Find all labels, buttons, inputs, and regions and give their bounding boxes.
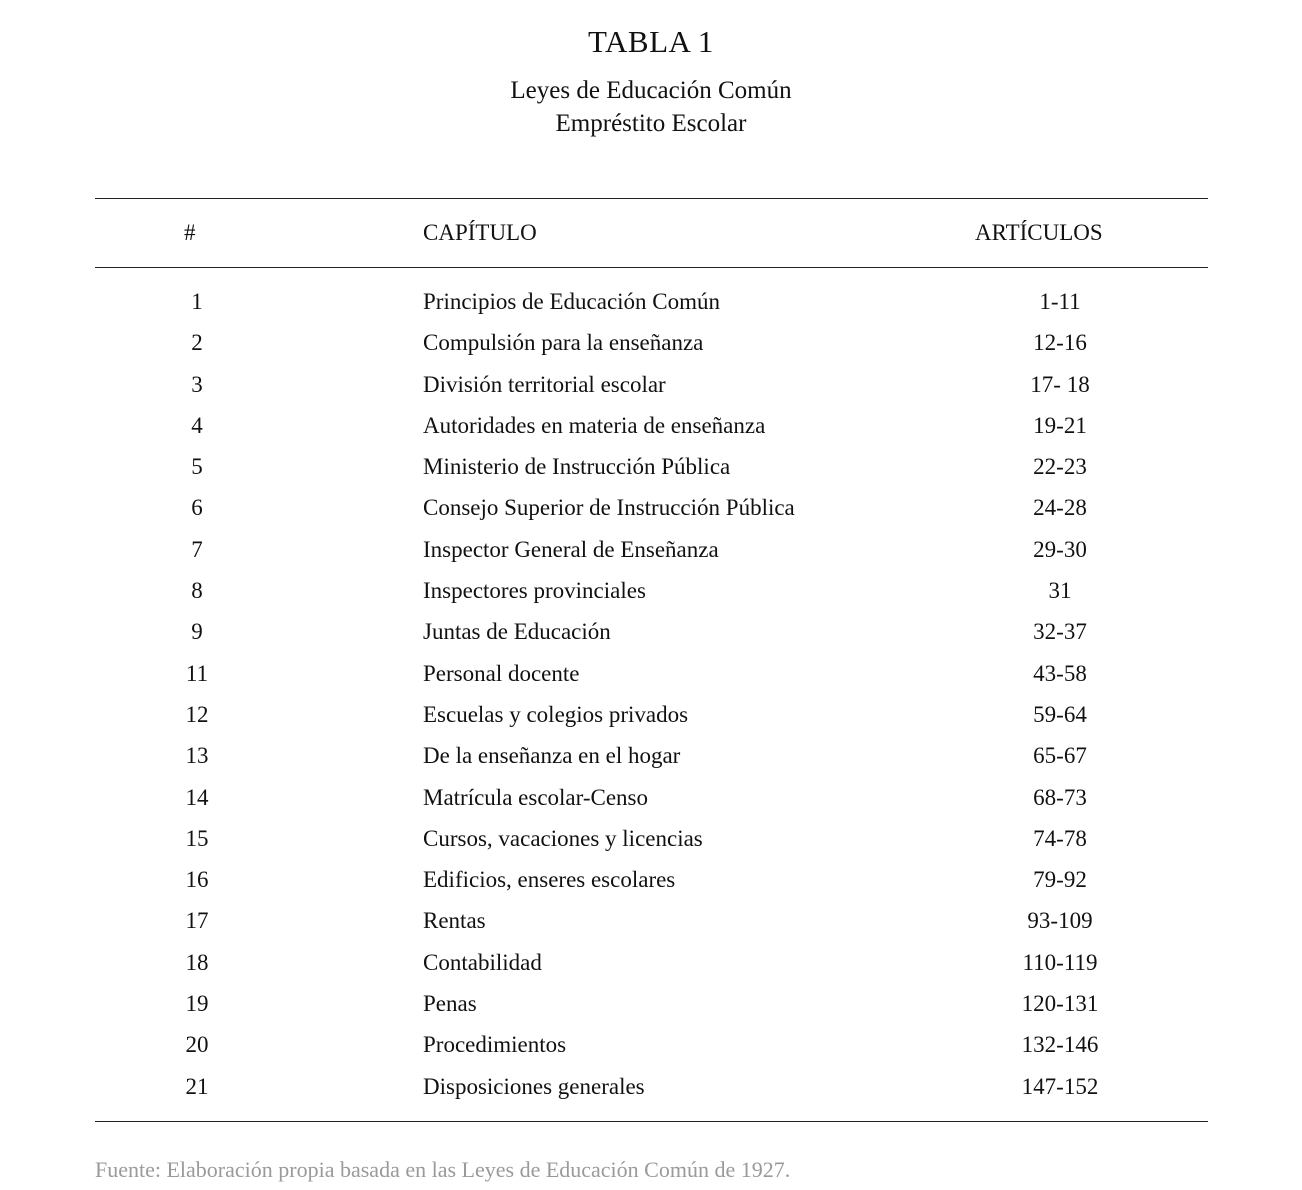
table-row xyxy=(0,618,1302,659)
table-row xyxy=(0,371,1302,412)
row-articles: 59-64 xyxy=(1033,701,1087,727)
row-number: 9 xyxy=(191,619,203,645)
table-row xyxy=(0,412,1302,453)
row-number: 7 xyxy=(191,536,203,562)
row-articles: 32-37 xyxy=(1033,619,1087,645)
row-number: 15 xyxy=(185,825,209,851)
bottom-rule xyxy=(95,1121,1208,1122)
table-subtitle-line1: Leyes de Educación Común xyxy=(510,77,792,104)
table-row xyxy=(0,660,1302,701)
row-articles: 29-30 xyxy=(1033,536,1087,562)
row-articles: 17- 18 xyxy=(1030,371,1090,397)
row-number: 3 xyxy=(191,371,203,397)
row-articles: 22-23 xyxy=(1033,454,1087,480)
row-chapter: Cursos, vacaciones y licencias xyxy=(423,825,703,851)
header-chapter: CAPÍTULO xyxy=(423,220,537,245)
row-number: 19 xyxy=(185,991,209,1017)
table-row xyxy=(0,453,1302,494)
row-number: 21 xyxy=(185,1073,209,1099)
row-chapter: Personal docente xyxy=(423,660,580,686)
row-chapter: Principios de Educación Común xyxy=(423,289,721,314)
row-number: 16 xyxy=(185,867,209,893)
row-articles: 79-92 xyxy=(1033,867,1087,893)
table-row xyxy=(0,949,1302,990)
row-articles: 19-21 xyxy=(1033,412,1087,438)
row-chapter: Edificios, enseres escolares xyxy=(423,867,676,893)
row-number: 20 xyxy=(185,1032,209,1058)
table-title: TABLA 1 xyxy=(588,24,714,59)
row-articles: 93-109 xyxy=(1027,908,1093,934)
row-chapter: Compulsión para la enseñanza xyxy=(423,330,704,356)
row-articles: 147-152 xyxy=(1021,1073,1099,1099)
row-number: 11 xyxy=(185,660,209,686)
row-chapter: Ministerio de Instrucción Pública xyxy=(423,454,731,480)
row-articles: 65-67 xyxy=(1033,743,1087,769)
row-chapter: Penas xyxy=(423,991,477,1017)
table-row xyxy=(0,742,1302,783)
row-chapter: Autoridades en materia de enseñanza xyxy=(423,412,766,438)
row-number: 1 xyxy=(191,289,203,314)
row-chapter: Escuelas y colegios privados xyxy=(423,701,689,727)
row-articles: 68-73 xyxy=(1033,784,1087,810)
row-chapter: Consejo Superior de Instrucción Pública xyxy=(423,495,795,521)
row-number: 2 xyxy=(191,330,203,356)
row-number: 4 xyxy=(191,412,203,438)
table-row xyxy=(0,825,1302,866)
row-number: 5 xyxy=(191,454,203,480)
header-number: # xyxy=(184,220,196,245)
row-chapter: Inspector General de Enseñanza xyxy=(423,536,719,562)
row-chapter: Juntas de Educación xyxy=(423,619,611,645)
row-number: 18 xyxy=(185,949,209,975)
row-number: 8 xyxy=(191,578,203,604)
row-chapter: División territorial escolar xyxy=(423,371,666,397)
row-articles: 1-11 xyxy=(1039,289,1081,314)
table-row xyxy=(0,329,1302,370)
row-articles: 132-146 xyxy=(1021,1032,1099,1058)
top-rule xyxy=(95,198,1208,199)
table-subtitle-line2: Empréstito Escolar xyxy=(555,110,747,137)
row-chapter: Inspectores provinciales xyxy=(423,578,646,604)
row-number: 14 xyxy=(185,784,209,810)
row-articles: 110-119 xyxy=(1022,949,1098,975)
row-articles: 43-58 xyxy=(1033,660,1087,686)
table-row xyxy=(0,866,1302,907)
table-row xyxy=(0,1031,1302,1072)
row-number: 13 xyxy=(185,743,209,769)
table-row xyxy=(0,1073,1302,1114)
table-row xyxy=(0,288,1302,329)
row-articles: 12-16 xyxy=(1033,330,1087,356)
table-body xyxy=(0,288,1302,1114)
row-articles: 24-28 xyxy=(1033,495,1087,521)
row-chapter: Procedimientos xyxy=(423,1032,567,1058)
table-row xyxy=(0,701,1302,742)
table-row xyxy=(0,536,1302,577)
table-row xyxy=(0,990,1302,1031)
row-chapter: Contabilidad xyxy=(423,949,542,975)
row-articles: 31 xyxy=(1048,578,1072,604)
header-rule xyxy=(95,267,1208,268)
table-row xyxy=(0,577,1302,618)
row-number: 6 xyxy=(191,495,203,521)
header-articles: ARTÍCULOS xyxy=(975,220,1103,245)
row-number: 17 xyxy=(185,908,209,934)
row-articles: 120-131 xyxy=(1021,991,1099,1017)
row-chapter: De la enseñanza en el hogar xyxy=(423,743,681,769)
source-note: Fuente: Elaboración propia basada en las Leyes de Educación Común de 1927. xyxy=(95,1157,791,1182)
row-articles: 74-78 xyxy=(1033,825,1087,851)
row-number: 12 xyxy=(185,701,209,727)
row-chapter: Matrícula escolar-Censo xyxy=(423,784,648,810)
row-chapter: Rentas xyxy=(423,908,486,934)
table-row xyxy=(0,907,1302,948)
row-chapter: Disposiciones generales xyxy=(423,1073,645,1099)
table-row xyxy=(0,494,1302,535)
table-row xyxy=(0,784,1302,825)
